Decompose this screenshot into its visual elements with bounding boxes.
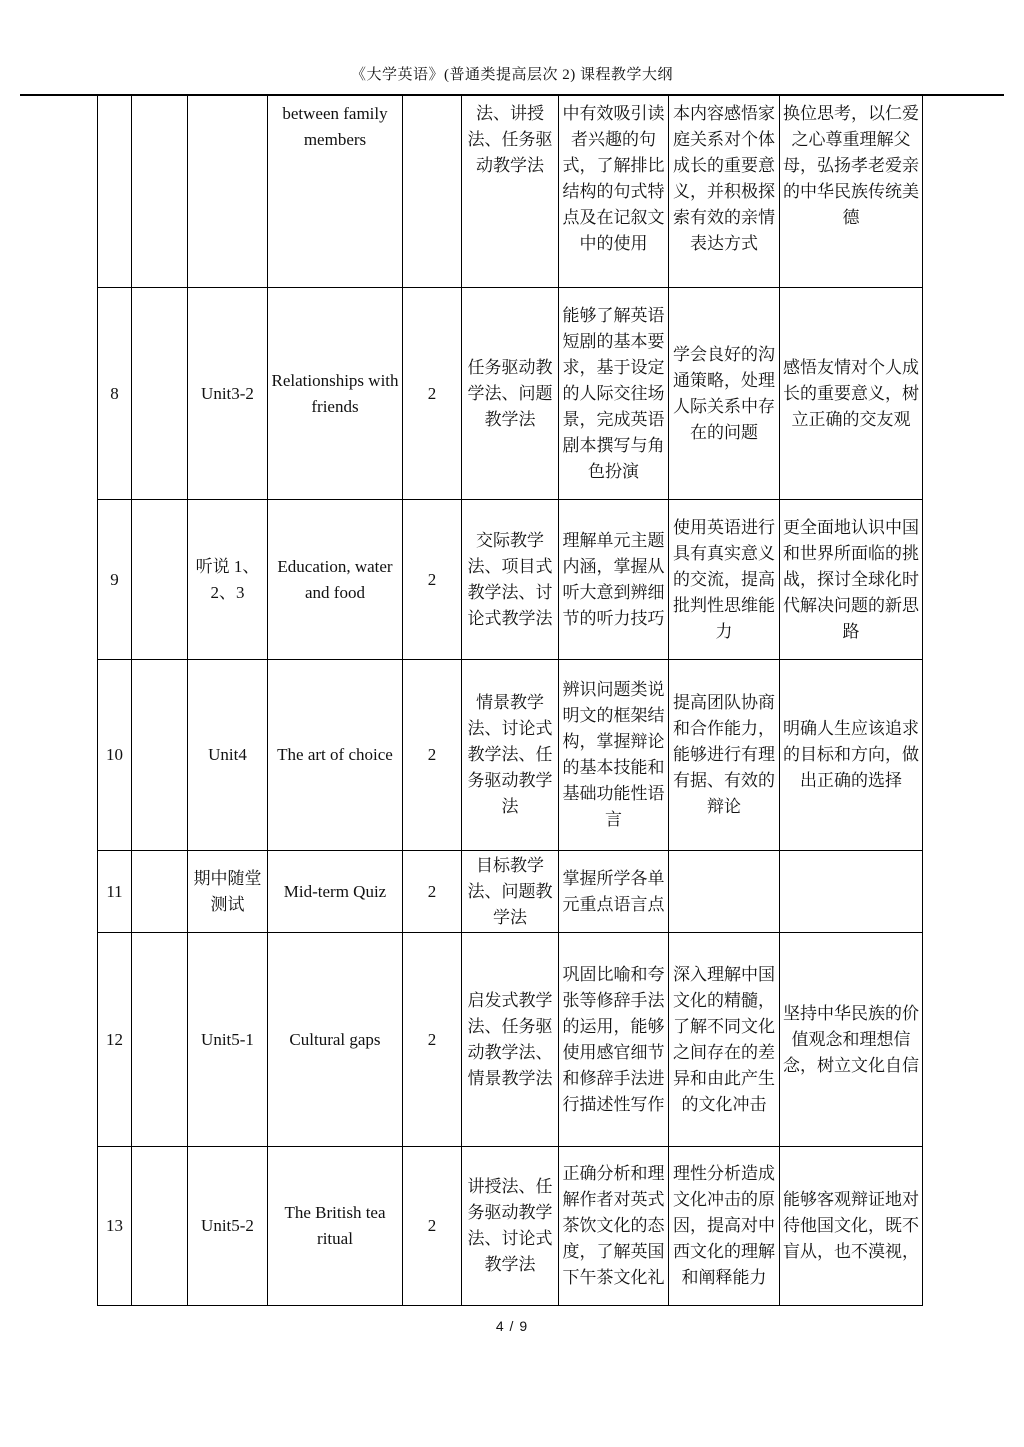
- cell-knowledge-objective: 正确分析和理解作者对英式茶饮文化的态度，了解英国下午茶文化礼: [559, 1147, 669, 1306]
- cell-unit: Unit5-2: [188, 1147, 268, 1306]
- cell-ability-objective: 本内容感悟家庭关系对个体成长的重要意义，并积极探索有效的亲情表达方式: [669, 96, 780, 288]
- cell-knowledge-objective: 掌握所学各单元重点语言点: [559, 851, 669, 933]
- cell-ability-objective: [669, 851, 780, 933]
- cell-row-number: 13: [98, 1147, 132, 1306]
- cell-row-number: 12: [98, 933, 132, 1147]
- cell-topic: Education, water and food: [268, 500, 403, 660]
- cell-hours: 2: [403, 933, 462, 1147]
- table-row: [98, 500, 923, 660]
- cell-teaching-methods: 目标教学法、问题教学法: [462, 851, 559, 933]
- syllabus-table: [97, 95, 923, 1306]
- cell-value-objective: 坚持中华民族的价值观念和理想信念，树立文化自信: [780, 933, 923, 1147]
- cell-teaching-methods: 交际教学法、项目式教学法、讨论式教学法: [462, 500, 559, 660]
- cell-category: [132, 660, 188, 851]
- page-number: 4 / 9: [495, 1318, 529, 1334]
- cell-ability-objective: 深入理解中国文化的精髓，了解不同文化之间存在的差异和由此产生的文化冲击: [669, 933, 780, 1147]
- cell-topic: The art of choice: [268, 660, 403, 851]
- cell-teaching-methods: 讲授法、任务驱动教学法、讨论式教学法: [462, 1147, 559, 1306]
- table-row: [98, 660, 923, 851]
- cell-knowledge-objective: 巩固比喻和夸张等修辞手法的运用，能够使用感官细节和修辞手法进行描述性写作: [559, 933, 669, 1147]
- cell-teaching-methods: 启发式教学法、任务驱动教学法、情景教学法: [462, 933, 559, 1147]
- cell-row-number: [98, 96, 132, 288]
- cell-value-objective: 更全面地认识中国和世界所面临的挑战，探讨全球化时代解决问题的新思路: [780, 500, 923, 660]
- cell-teaching-methods: 法、讲授法、任务驱动教学法: [462, 96, 559, 288]
- cell-value-objective: 明确人生应该追求的目标和方向，做出正确的选择: [780, 660, 923, 851]
- cell-category: [132, 1147, 188, 1306]
- cell-topic: Relationships with friends: [268, 288, 403, 500]
- cell-topic: Cultural gaps: [268, 933, 403, 1147]
- cell-teaching-methods: 情景教学法、讨论式教学法、任务驱动教学法: [462, 660, 559, 851]
- cell-knowledge-objective: 理解单元主题内涵，掌握从听大意到辨细节的听力技巧: [559, 500, 669, 660]
- cell-teaching-methods: 任务驱动教学法、问题教学法: [462, 288, 559, 500]
- cell-knowledge-objective: 能够了解英语短剧的基本要求，基于设定的人际交往场景，完成英语剧本撰写与角色扮演: [559, 288, 669, 500]
- cell-topic: between family members: [268, 96, 403, 288]
- cell-unit: 期中随堂测试: [188, 851, 268, 933]
- cell-unit: Unit3-2: [188, 288, 268, 500]
- cell-unit: [188, 96, 268, 288]
- cell-topic: The British tea ritual: [268, 1147, 403, 1306]
- cell-ability-objective: 提高团队协商和合作能力，能够进行有理有据、有效的辩论: [669, 660, 780, 851]
- table-row: [98, 851, 923, 933]
- cell-value-objective: [780, 851, 923, 933]
- cell-row-number: 9: [98, 500, 132, 660]
- cell-hours: [403, 96, 462, 288]
- cell-hours: 2: [403, 1147, 462, 1306]
- cell-unit: Unit5-1: [188, 933, 268, 1147]
- cell-unit: 听说 1、2、3: [188, 500, 268, 660]
- cell-hours: 2: [403, 660, 462, 851]
- cell-knowledge-objective: 辨识问题类说明文的框架结构，掌握辩论的基本技能和基础功能性语言: [559, 660, 669, 851]
- cell-category: [132, 851, 188, 933]
- page-title: 《大学英语》(普通类提高层次 2) 课程教学大纲: [351, 67, 673, 83]
- cell-ability-objective: 学会良好的沟通策略，处理人际关系中存在的问题: [669, 288, 780, 500]
- cell-ability-objective: 理性分析造成文化冲击的原因，提高对中西文化的理解和阐释能力: [669, 1147, 780, 1306]
- cell-hours: 2: [403, 851, 462, 933]
- table-row: [98, 288, 923, 500]
- cell-knowledge-objective: 中有效吸引读者兴趣的句式，了解排比结构的句式特点及在记叙文中的使用: [559, 96, 669, 288]
- cell-value-objective: 能够客观辩证地对待他国文化，既不盲从，也不漠视，: [780, 1147, 923, 1306]
- cell-ability-objective: 使用英语进行具有真实意义的交流，提高批判性思维能力: [669, 500, 780, 660]
- cell-row-number: 11: [98, 851, 132, 933]
- cell-row-number: 8: [98, 288, 132, 500]
- cell-category: [132, 288, 188, 500]
- table-row: [98, 96, 923, 288]
- cell-category: [132, 933, 188, 1147]
- cell-row-number: 10: [98, 660, 132, 851]
- cell-hours: 2: [403, 288, 462, 500]
- cell-unit: Unit4: [188, 660, 268, 851]
- cell-topic: Mid-term Quiz: [268, 851, 403, 933]
- cell-value-objective: 换位思考，以仁爱之心尊重理解父母，弘扬孝老爱亲的中华民族传统美德: [780, 96, 923, 288]
- cell-category: [132, 96, 188, 288]
- table-row: [98, 933, 923, 1147]
- cell-value-objective: 感悟友情对个人成长的重要意义，树立正确的交友观: [780, 288, 923, 500]
- cell-hours: 2: [403, 500, 462, 660]
- table-row: [98, 1147, 923, 1306]
- cell-category: [132, 500, 188, 660]
